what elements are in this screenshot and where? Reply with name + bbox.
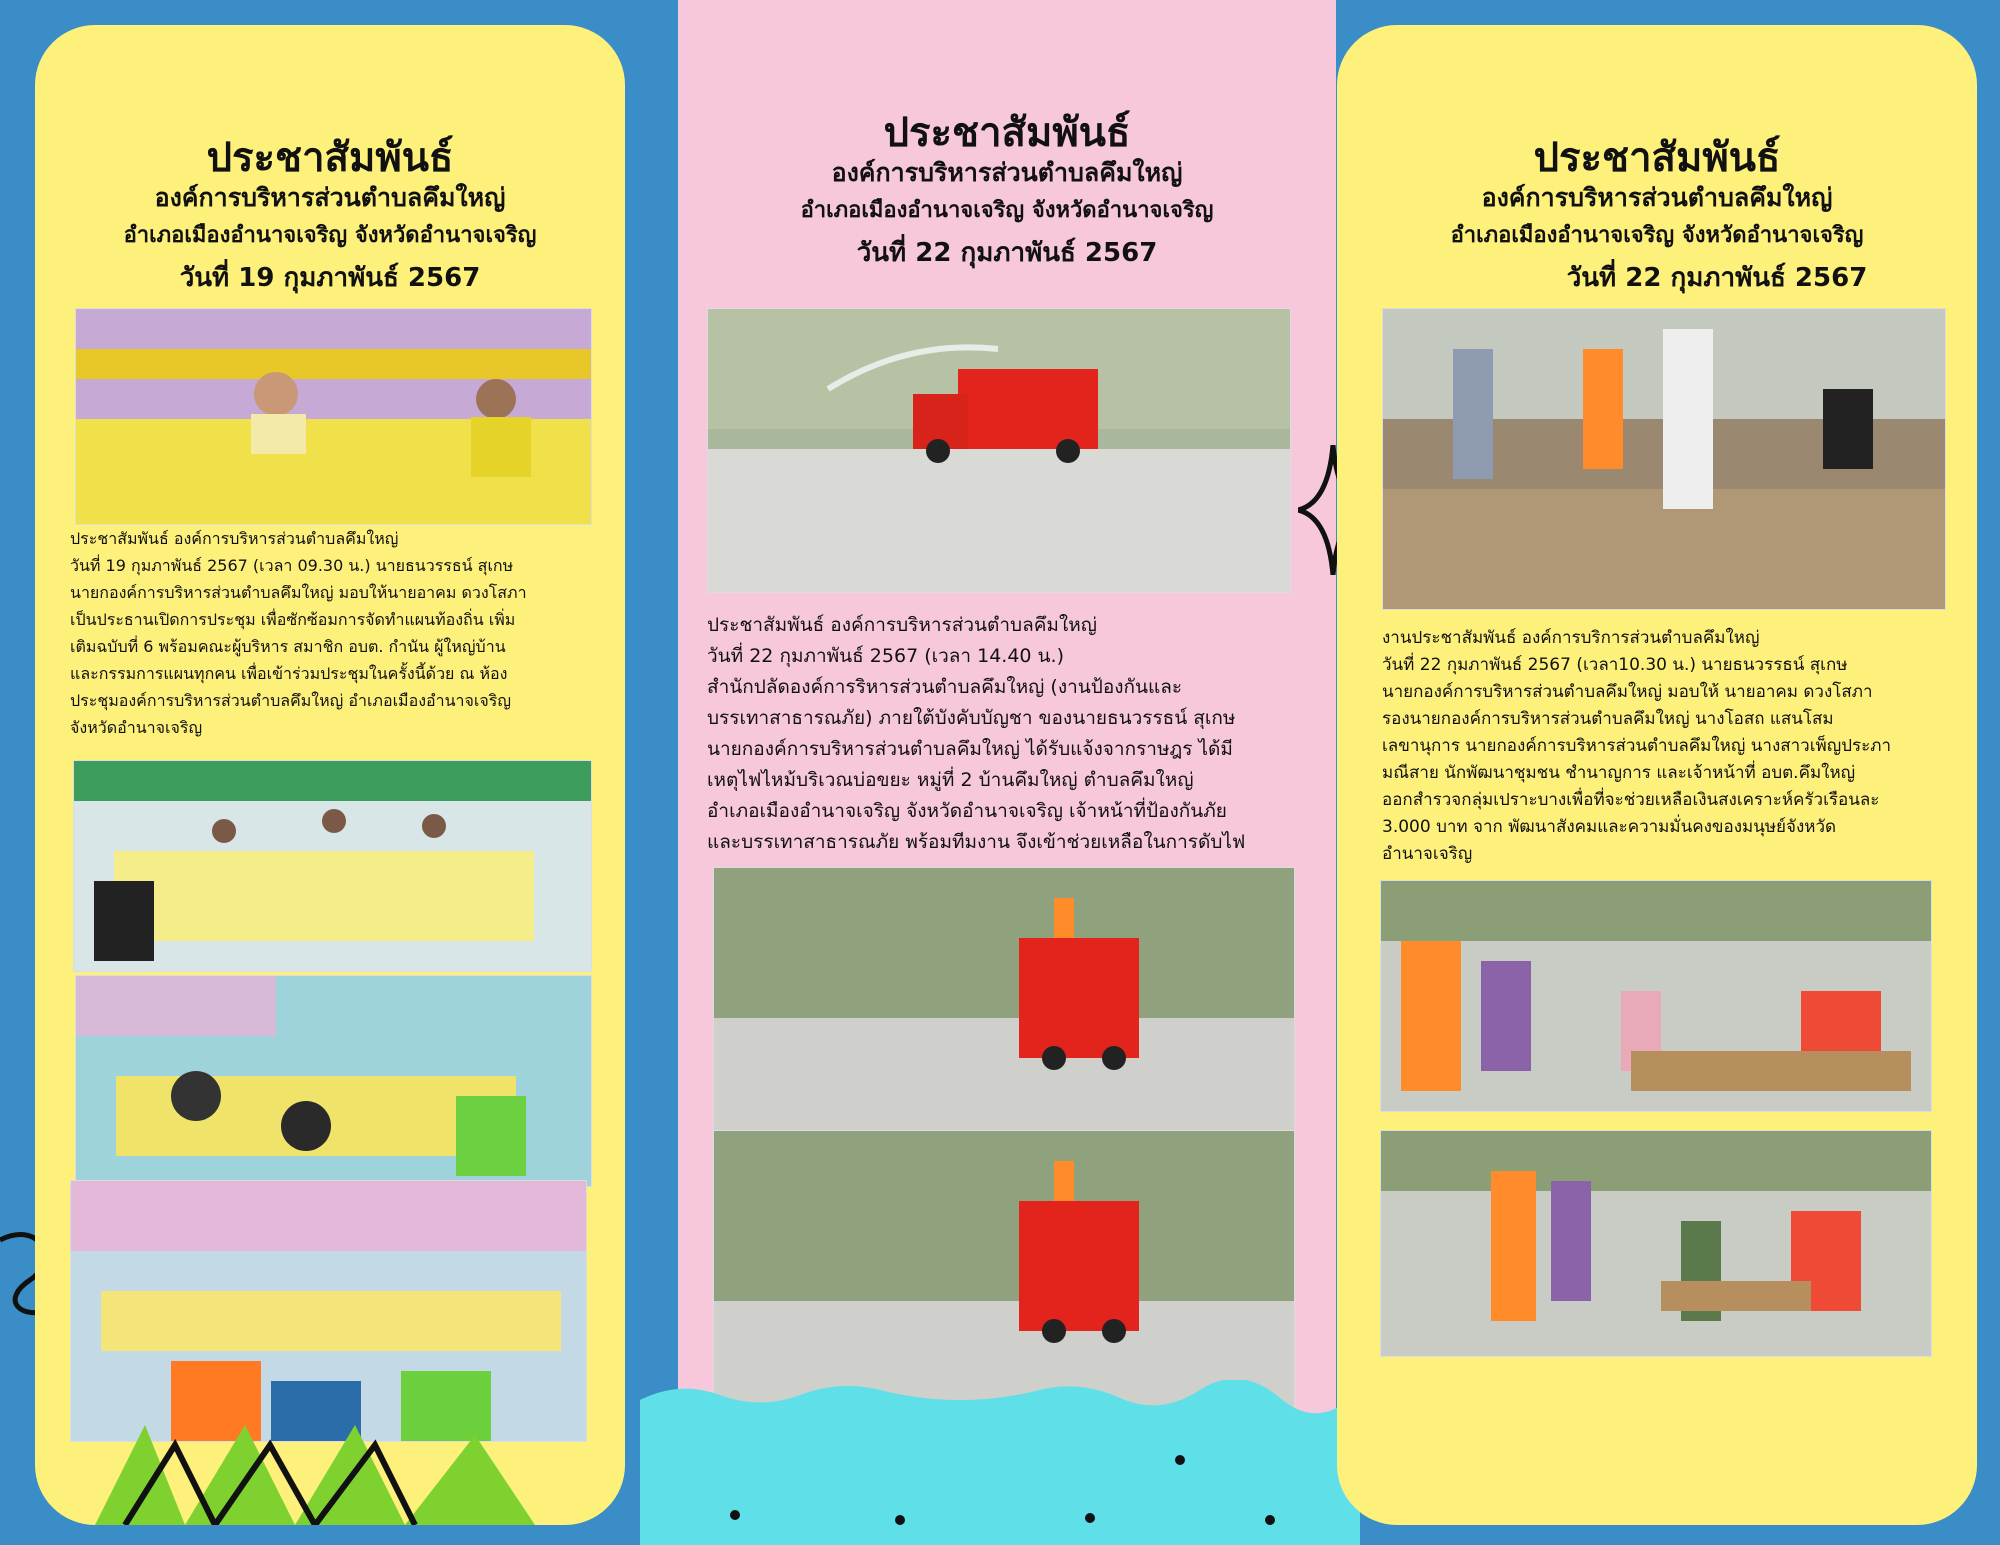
panel-title: ประชาสัมพันธ์ — [1533, 135, 1781, 181]
panel-date: วันที่ 22 กุมภาพันธ์ 2567 — [856, 238, 1158, 268]
panel-date: วันที่ 19 กุมภาพันธ์ 2567 — [179, 263, 481, 293]
meeting-photo-1 — [75, 308, 592, 525]
zigzag-decoration — [95, 1415, 535, 1525]
meeting-photo-2 — [73, 760, 592, 972]
fire-truck-photo-1 — [707, 308, 1291, 593]
panel-district: อำเภอเมืองอำนาจเจริญ จังหวัดอำนาจเจริญ — [1450, 223, 1864, 248]
panel-org: องค์การบริหารส่วนตำบลคึมใหญ่ — [1481, 183, 1833, 212]
panel-title: ประชาสัมพันธ์ — [883, 110, 1131, 156]
meeting-photo-3 — [75, 975, 592, 1187]
panel-meeting — [35, 25, 625, 1525]
panel-title: ประชาสัมพันธ์ — [206, 135, 454, 181]
panel-body: ประชาสัมพันธ์ องค์การบริหารส่วนตำบลคึมใหญ่ วันที่ 22 กุมภาพันธ์ 2567 (เวลา 14.40 น.) สำนักปลัดองค์การริหารส่วนตำบลคึมใหญ่ (งานป้องกันและ บรรเทาสาธารณภัย) ภายใต้บังคับบัญชา ของนายธนวรรธน์ สุเกษ นายกองค์การบริหารส่วนตำบลคึมใหญ่ ได้รับแจ้งจากราษฎร ได้มี เหตุไฟไหม้บริเวณบ่อขยะ หมู่ที่ 2 บ้านคึมใหญ่ ตำบลคึมใหญ่ อำเภอเมืองอำนาจเจริญ จังหวัดอำนาจเจริญ เจ้าหน้าที่ป้องกันภัย และบรรเทาสาธารณภัย พร้อมทีมงาน จึงเข้าช่วยเหลือในการดับไฟ — [707, 614, 1246, 853]
survey-photo-1 — [1382, 308, 1946, 610]
panel-org: องค์การบริหารส่วนตำบลคึมใหญ่ — [831, 158, 1183, 187]
panel-survey — [1337, 25, 1977, 1525]
panel-body: ประชาสัมพันธ์ องค์การบริหารส่วนตำบลคึมใหญ่ วันที่ 19 กุมภาพันธ์ 2567 (เวลา 09.30 น.) นายธนวรรธน์ สุเกษ นายกองค์การบริหารส่วนตำบลคึมใหญ่ มอบให้นายอาคม ดวงโสภา เป็นประธานเปิดการประชุม เพื่อซักซ้อมการจัดทำแผนท้องถิ่น เพิ่ม เติมฉบับที่ 6 พร้อมคณะผู้บริหาร สมาชิก อบต. กำนัน ผู้ใหญ่บ้าน และกรรมการแผนทุกคน เพื่อเข้าร่วมประชุมในครั้งนี้ด้วย ณ ห้อง ประชุมองค์การบริหารส่วนตำบลคึมใหญ่ อำเภอเมืองอำนาจเจริญ จังหวัดอำนาจเจริญ — [70, 529, 527, 737]
panel-district: อำเภอเมืองอำนาจเจริญ จังหวัดอำนาจเจริญ — [123, 223, 537, 248]
panel-body: งานประชาสัมพันธ์ องค์การบริการส่วนตำบลคึมใหญ่ วันที่ 22 กุมภาพันธ์ 2567 (เวลา10.30 น.) นายธนวรรธน์ สุเกษ นายกองค์การบริหารส่วนตำบลคึมใหญ่ มอบให้ นายอาคม ดวงโสภา รองนายกองค์การบริหารส่วนตำบลคึมใหญ่ นางโอสถ แสนโสม เลขานุการ นายกองค์การบริหารส่วนตำบลคึมใหญ่ นางสาวเพ็ญประภา มณีสาย นักพัฒนาชุมชน ชำนาญการ และเจ้าหน้าที่ อบต.คึมใหญ่ ออกสำรวจกลุ่มเปราะบางเพื่อที่จะช่วยเหลือเงินสงเคราะห์ครัวเรือนละ 3.000 บาท จาก พัฒนาสังคมและความมั่นคงของมนุษย์จังหวัด อำนาจเจริญ — [1382, 628, 1892, 864]
panel-org: องค์การบริหารส่วนตำบลคึมใหญ่ — [154, 183, 506, 212]
survey-photo-3 — [1380, 1130, 1932, 1357]
fire-truck-photo-2 — [713, 867, 1295, 1131]
panel-date: วันที่ 22 กุมภาพันธ์ 2567 — [1566, 263, 1868, 293]
meeting-photo-4 — [70, 1180, 587, 1442]
cyan-wave-decoration — [640, 1380, 1360, 1545]
panel-district: อำเภอเมืองอำนาจเจริญ จังหวัดอำนาจเจริญ — [800, 198, 1214, 223]
panel-fire — [678, 0, 1336, 1545]
survey-photo-2 — [1380, 880, 1932, 1112]
